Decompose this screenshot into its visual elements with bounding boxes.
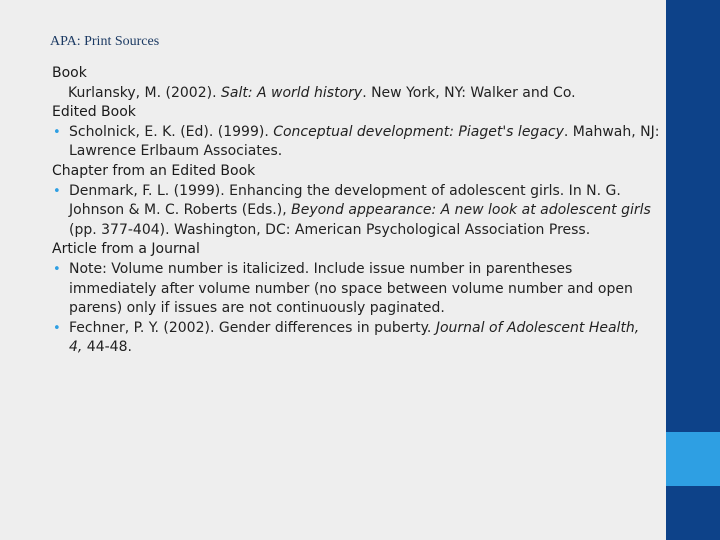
heading-journal: Article from a Journal bbox=[52, 241, 200, 258]
heading-edited-book: Edited Book bbox=[52, 104, 136, 121]
slide-title: APA: Print Sources bbox=[50, 34, 160, 49]
citation-book: Kurlansky, M. (2002). Salt: A world history. New York, NY: Walker and Co. bbox=[68, 84, 576, 101]
bullet-icon: • bbox=[53, 320, 61, 336]
journal-note: • Note: Volume number is italicized. Include issue number in parentheses immediately after volume number (no space between volume number and open parens) only if issues are not continuously paginated. bbox=[53, 260, 633, 317]
heading-chapter: Chapter from an Edited Book bbox=[52, 162, 256, 179]
side-bar-accent-decoration bbox=[666, 432, 720, 486]
bullet-icon: • bbox=[53, 261, 61, 277]
citation-chapter: • Denmark, F. L. (1999). Enhancing the development of adolescent girls. In N. G. Johnson & M. C. Roberts (Eds.), Beyond appearance: A new look at adolescent girls (pp. 377-404). Washington, DC: American Psychological Association Press. bbox=[53, 182, 651, 238]
citation-journal: • Fechner, P. Y. (2002). Gender differences in puberty. Journal of Adolescent Health, 4, 44-48. bbox=[53, 319, 640, 356]
heading-book: Book bbox=[52, 65, 87, 81]
citation-edited-book: • Scholnick, E. K. (Ed). (1999). Conceptual development: Piaget's legacy. Mahwah, NJ: Lawrence Erlbaum Associates. bbox=[53, 123, 660, 160]
slide-content bbox=[52, 64, 682, 358]
bullet-icon: • bbox=[53, 124, 61, 140]
bullet-icon: • bbox=[53, 183, 61, 199]
